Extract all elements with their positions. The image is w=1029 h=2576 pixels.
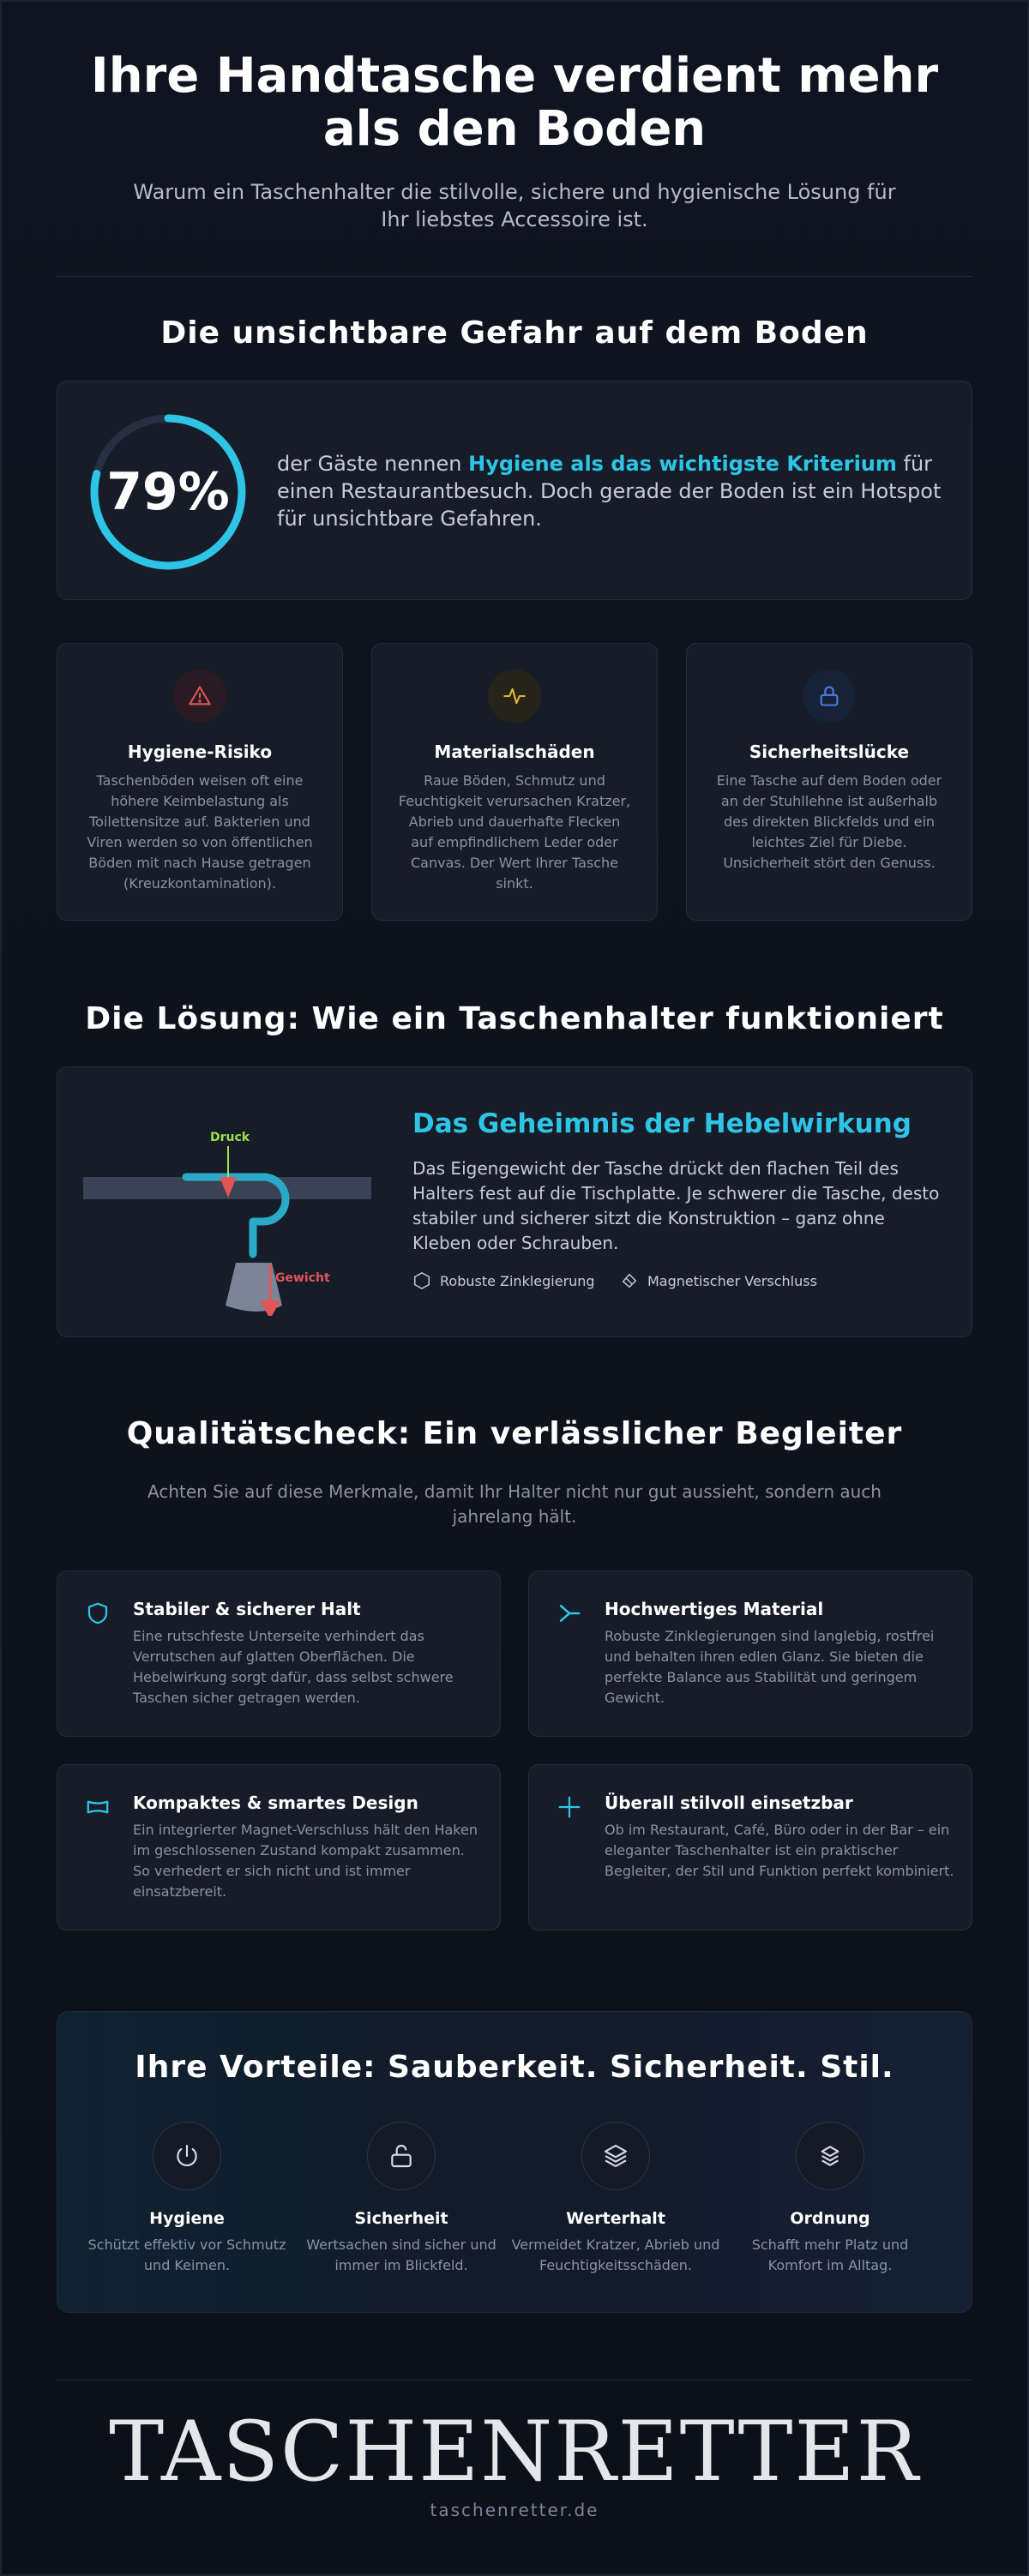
plus-icon xyxy=(557,1794,582,1820)
quality-card-versatile xyxy=(528,1764,972,1930)
sparkle-arrow-icon xyxy=(557,1600,582,1626)
pulse-icon xyxy=(488,670,541,723)
quality-card-title: Stabiler & sicherer Halt xyxy=(133,1599,361,1619)
stat-text xyxy=(277,450,946,532)
stat-text-after: für einen Restaurantbesuch. Doch gerade der Boden ist ein Hotspot für unsichtbare Gefahren. xyxy=(277,452,942,531)
hexagon-icon xyxy=(412,1271,431,1290)
shield-icon xyxy=(85,1600,111,1626)
benefit-title: Hygiene xyxy=(149,2209,225,2228)
wallet-icon xyxy=(85,1794,111,1820)
benefit-text: Schützt effektiv vor Schmutz und Keimen. xyxy=(87,2237,286,2273)
quality-card-text: Robuste Zinklegierungen sind langlebig, rostfrei und behalten ihren edlen Glanz. Sie bieten die perfekte Balance aus Stabilität und geringem Gewicht. xyxy=(605,1628,935,1706)
unlock-icon xyxy=(367,2122,436,2190)
benefit-text: Vermeidet Kratzer, Abrieb und Feuchtigkeitsschäden. xyxy=(511,2237,720,2273)
risk-card-title: Sicherheitslücke xyxy=(749,742,910,762)
benefit-hygiene xyxy=(80,2122,294,2276)
quality-card-design xyxy=(57,1764,501,1930)
feature-zinc xyxy=(412,1271,595,1290)
benefit-text: Schafft mehr Platz und Komfort im Alltag. xyxy=(751,2237,909,2273)
hero-title: Ihre Handtasche verdient mehr als den Boden xyxy=(90,48,939,157)
stat-text-highlight: Hygiene als das wichtigste Kriterium xyxy=(468,452,897,476)
lock-icon xyxy=(803,670,856,723)
quality-card-text: Ob im Restaurant, Café, Büro oder in der Bar – ein eleganter Taschenhalter ist ein praktischer Begleiter, der Stil und Funktion perfekt kombiniert. xyxy=(605,1822,954,1879)
quality-card-text: Ein integrierter Magnet-Verschluss hält den Haken im geschlossenen Zustand kompakt zusammen. So verhedert er sich nicht und ist immer einsatzbereit. xyxy=(133,1822,478,1900)
brand-logo: TASCHENRETTER xyxy=(109,2404,920,2500)
divider xyxy=(57,276,972,277)
solution-text: Das Eigengewicht der Tasche drückt den flachen Teil des Halters fest auf die Tischplatte. Je schwerer die Tasche, desto stabiler und sicherer sitzt die Konstruktion – ganz ohne Kleben oder Schrauben. xyxy=(412,1158,940,1253)
section-title-solution: Die Lösung: Wie ein Taschenhalter funktioniert xyxy=(85,1001,944,1036)
stat-value: 79% xyxy=(106,462,230,522)
benefit-title: Werterhalt xyxy=(566,2209,665,2228)
section-title-danger: Die unsichtbare Gefahr auf dem Boden xyxy=(160,315,869,351)
risk-card-text: Taschenböden weisen oft eine höhere Keimbelastung als Toilettensitze auf. Bakterien und Viren werden so von öffentlichen Böden mit nach Hause getragen (Kreuzkontamination). xyxy=(87,772,313,892)
benefit-title: Sicherheit xyxy=(354,2209,448,2228)
section-title-quality: Qualitätscheck: Ein verlässlicher Begleiter xyxy=(126,1416,903,1451)
quality-card-text: Eine rutschfeste Unterseite verhindert das Verrutschen auf glatten Oberflächen. Die Hebelwirkung sorgt dafür, dass selbst schwere Taschen sicher getragen werden. xyxy=(133,1628,454,1706)
solution-heading: Das Geheimnis der Hebelwirkung xyxy=(412,1108,912,1139)
benefit-title: Ordnung xyxy=(790,2209,870,2228)
feature-magnet xyxy=(620,1271,817,1290)
benefit-text: Wertsachen sind sicher und immer im Blickfeld. xyxy=(306,2237,496,2273)
quality-card-title: Kompaktes & smartes Design xyxy=(133,1792,418,1813)
warning-triangle-icon xyxy=(173,670,226,723)
benefit-order xyxy=(723,2122,937,2276)
quality-card-stability xyxy=(57,1570,501,1737)
power-icon xyxy=(153,2122,221,2190)
magnet-icon xyxy=(620,1271,639,1290)
stat-card xyxy=(57,381,972,600)
solution-card xyxy=(57,1066,972,1337)
stat-text-before: der Gäste nennen xyxy=(277,452,469,476)
weight-label: Gewicht xyxy=(275,1271,330,1285)
feature-label: Magnetischer Verschluss xyxy=(647,1272,817,1289)
risk-card-material xyxy=(371,643,658,921)
benefit-value xyxy=(508,2122,723,2276)
risk-card-text: Raue Böden, Schmutz und Feuchtigkeit verursachen Kratzer, Abrieb und dauerhafte Flecken auf empfindlichem Leder oder Canvas. Der Wert Ihrer Tasche sinkt. xyxy=(398,772,631,892)
brand-url[interactable]: taschenretter.de xyxy=(430,2500,599,2520)
hero-subtitle: Warum ein Taschenhalter die stilvolle, sichere und hygienische Lösung für Ihr liebstes Accessoire ist. xyxy=(133,180,896,231)
risk-card-hygiene xyxy=(57,643,343,921)
risk-card-security xyxy=(686,643,972,921)
layers-icon xyxy=(581,2122,650,2190)
divider xyxy=(57,2380,972,2381)
lever-diagram xyxy=(83,1093,375,1316)
benefit-security xyxy=(294,2122,508,2276)
quality-subtitle: Achten Sie auf diese Merkmale, damit Ihr Halter nicht nur gut aussieht, sondern auch jahrelang hält. xyxy=(147,1481,882,1527)
risk-card-title: Materialschäden xyxy=(434,742,595,762)
stack-icon xyxy=(796,2122,864,2190)
benefits-box xyxy=(57,2011,972,2313)
quality-card-material xyxy=(528,1570,972,1737)
risk-card-title: Hygiene-Risiko xyxy=(127,742,273,762)
feature-label: Robuste Zinklegierung xyxy=(440,1272,595,1289)
quality-card-title: Überall stilvoll einsetzbar xyxy=(605,1792,853,1813)
pressure-label: Druck xyxy=(210,1131,250,1144)
risk-card-text: Eine Tasche auf dem Boden oder an der Stuhllehne ist außerhalb des direkten Blickfelds und ein leichtes Ziel für Diebe. Unsicherheit stört den Genuss. xyxy=(716,772,942,871)
quality-card-title: Hochwertiges Material xyxy=(605,1599,824,1619)
benefits-title: Ihre Vorteile: Sauberkeit. Sicherheit. Stil. xyxy=(135,2050,894,2085)
